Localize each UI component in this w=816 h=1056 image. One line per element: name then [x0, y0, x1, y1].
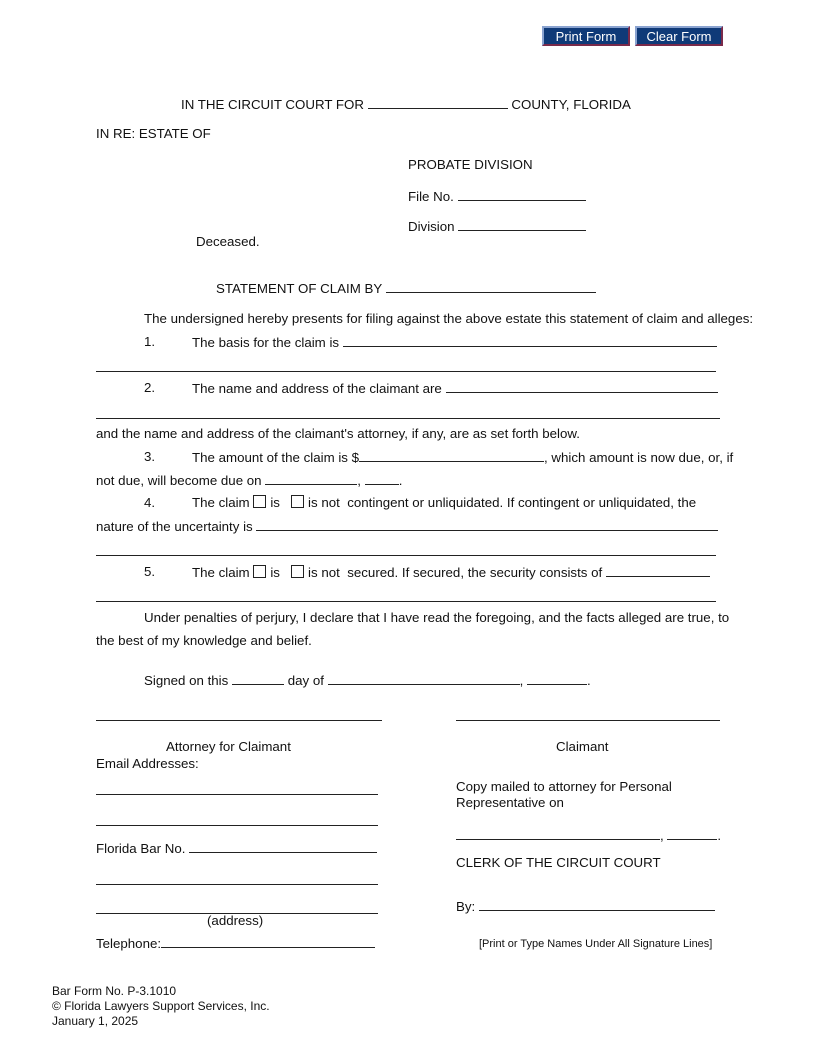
amount-field[interactable] [359, 449, 544, 462]
claimant-signature-line[interactable] [456, 720, 720, 721]
secured-is-checkbox[interactable] [253, 565, 266, 578]
item-number: 4. [144, 495, 156, 510]
address-field-1[interactable] [96, 884, 378, 885]
email-label: Email Addresses: [96, 756, 199, 771]
deceased-label: Deceased. [196, 234, 260, 249]
telephone: Telephone: [96, 935, 375, 952]
security-line-2[interactable] [96, 601, 716, 602]
copy-mailed-text: Copy mailed to attorney for Personal [456, 779, 672, 794]
item-3-due: not due, will become due on , . [96, 473, 403, 488]
bar-no-field[interactable] [189, 840, 377, 853]
item-5: The claim is is not secured. If secured, the security consists of [192, 564, 710, 581]
signed-line: Signed on this day of , . [144, 673, 591, 688]
clerk-label: CLERK OF THE CIRCUIT COURT [456, 855, 661, 870]
email-field-1[interactable] [96, 794, 378, 795]
signed-year-field[interactable] [527, 672, 587, 685]
file-no-field[interactable] [458, 188, 586, 201]
item-3: The amount of the claim is $ , which amount is now due, or, if [192, 450, 734, 465]
print-form-button[interactable]: Print Form [542, 26, 630, 46]
copyright: © Florida Lawyers Support Services, Inc. [52, 999, 270, 1013]
perjury-text: Under penalties of perjury, I declare that I have read the foregoing, and the facts alleged are true, to [144, 610, 730, 625]
intro-text: The undersigned hereby presents for filing against the above estate this statement of claim and alleges: [144, 311, 754, 326]
claimant-address-field[interactable] [446, 380, 718, 393]
form-date: January 1, 2025 [52, 1014, 139, 1028]
telephone-field[interactable] [161, 935, 375, 948]
attorney-note: and the name and address of the claimant's attorney, if any, are as set forth below. [96, 426, 580, 441]
division: Division [408, 218, 586, 235]
uncertainty: nature of the uncertainty is [96, 518, 718, 535]
bar-no: Florida Bar No. [96, 840, 377, 857]
address-label: (address) [207, 913, 264, 928]
email-field-2[interactable] [96, 825, 378, 826]
probate-division: PROBATE DIVISION [408, 157, 533, 172]
division-field[interactable] [458, 218, 586, 231]
claimant-name-field[interactable] [386, 280, 596, 293]
by-field[interactable] [479, 898, 715, 911]
uncertainty-field[interactable] [256, 518, 718, 531]
item-number: 2. [144, 380, 156, 395]
signature-note: [Print or Type Names Under All Signature Lines] [479, 938, 713, 950]
due-year-field[interactable] [365, 472, 399, 485]
due-date-field[interactable] [265, 472, 357, 485]
attorney-label: Attorney for Claimant [166, 739, 291, 754]
copy-date-field[interactable] [456, 827, 660, 840]
copy-year-field[interactable] [667, 827, 717, 840]
copy-date: , . [456, 827, 721, 844]
claimant-label: Claimant [556, 739, 609, 754]
claimant-address-line-2[interactable] [96, 418, 720, 419]
document-title: STATEMENT OF CLAIM BY [216, 280, 596, 297]
uncertainty-line-2[interactable] [96, 555, 716, 556]
secured-is-not-checkbox[interactable] [291, 565, 304, 578]
footer [52, 984, 270, 1029]
item-number: 5. [144, 564, 156, 579]
item-number: 3. [144, 449, 156, 464]
bar-form-no: Bar Form No. P-3.1010 [52, 984, 177, 998]
attorney-signature-line[interactable] [96, 720, 382, 721]
contingent-is-not-checkbox[interactable] [291, 495, 304, 508]
basis-field-line-2[interactable] [96, 371, 716, 372]
perjury-text-2: the best of my knowledge and belief. [96, 633, 312, 648]
signed-day-field[interactable] [232, 672, 284, 685]
county-field[interactable] [368, 96, 508, 109]
contingent-is-checkbox[interactable] [253, 495, 266, 508]
signed-month-field[interactable] [328, 672, 520, 685]
in-re-label: IN RE: ESTATE OF [96, 126, 211, 141]
item-2: The name and address of the claimant are [192, 380, 718, 397]
item-4: The claim is is not contingent or unliquidated. If contingent or unliquidated, the [192, 495, 697, 510]
court-heading: IN THE CIRCUIT COURT FOR COUNTY, FLORIDA [181, 97, 631, 112]
item-number: 1. [144, 334, 156, 349]
basis-field[interactable] [343, 334, 717, 347]
by-line: By: [456, 898, 715, 915]
clear-form-button[interactable]: Clear Form [635, 26, 723, 46]
item-1: The basis for the claim is [192, 334, 717, 351]
copy-mailed-text-2: Representative on [456, 795, 564, 810]
security-field[interactable] [606, 564, 710, 577]
file-no: File No. [408, 188, 586, 205]
